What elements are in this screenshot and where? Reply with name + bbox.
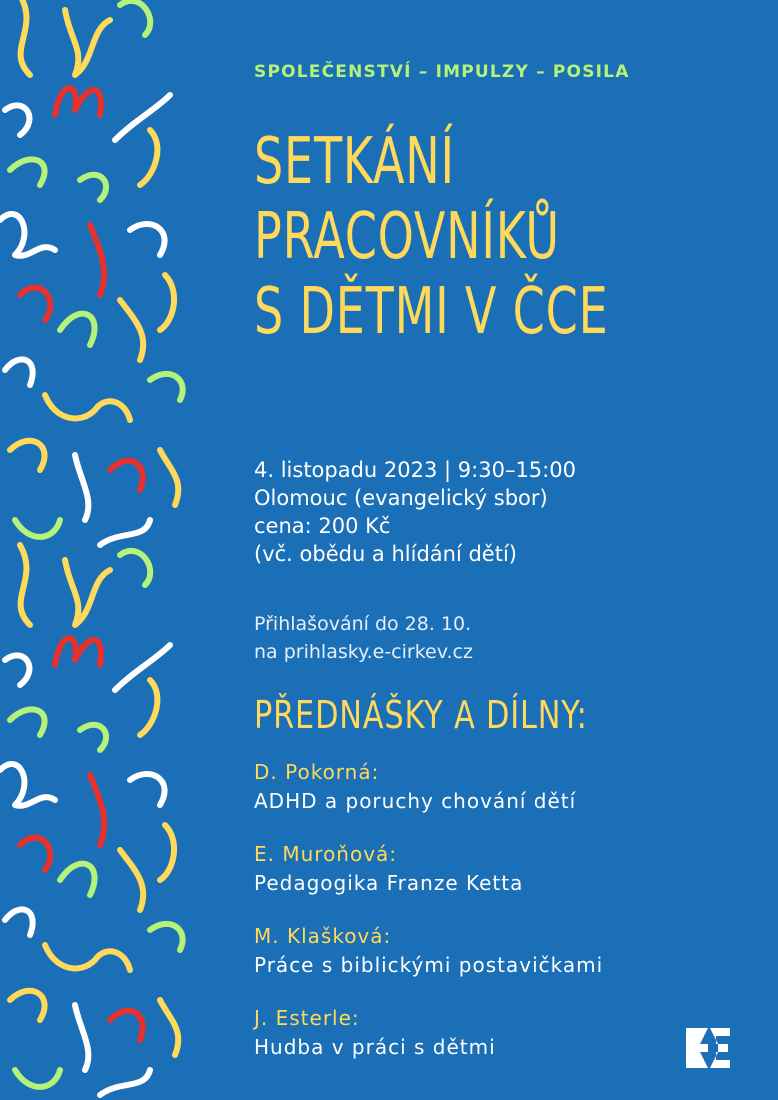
event-price: cena: 200 Kč (254, 514, 391, 538)
list-item (254, 840, 603, 922)
lecture-speaker: J. Esterle: (254, 1006, 360, 1030)
title-line: PRACOVNÍKŮ (254, 200, 560, 274)
lecture-speaker: M. Klašková: (254, 924, 392, 948)
event-details (254, 456, 576, 568)
lecture-topic: Práce s biblickými postavičkami (254, 953, 604, 977)
title-line: S DĚTMI V ČCE (254, 275, 609, 349)
lecture-topic: ADHD a poruchy chování dětí (254, 789, 577, 813)
event-location: Olomouc (evangelický sbor) (254, 486, 548, 510)
list-item (254, 922, 603, 1004)
tagline: SPOLEČENSTVÍ – IMPULZY – POSILA (254, 62, 630, 82)
event-date-time: 4. listopadu 2023 | 9:30–15:00 (254, 458, 576, 482)
cce-logo-icon (684, 1024, 732, 1072)
registration-url: na prihlasky.e-cirkev.cz (254, 641, 473, 663)
registration-deadline: Přihlašování do 28. 10. (254, 613, 472, 635)
registration-info (254, 610, 473, 666)
lecture-speaker: D. Pokorná: (254, 760, 380, 784)
lecture-topic: Hudba v práci s dětmi (254, 1035, 496, 1059)
section-title: PŘEDNÁŠKY A DÍLNY: (254, 693, 588, 737)
list-item (254, 1004, 603, 1086)
lecture-speaker: E. Muroňová: (254, 842, 398, 866)
lecture-list (254, 758, 603, 1086)
event-title (254, 125, 654, 350)
list-item (254, 758, 603, 840)
title-line: SETKÁNÍ (254, 125, 455, 199)
event-price-note: (vč. obědu a hlídání dětí) (254, 542, 517, 566)
lecture-topic: Pedagogika Franze Ketta (254, 871, 524, 895)
squiggle-decoration (0, 0, 200, 1100)
